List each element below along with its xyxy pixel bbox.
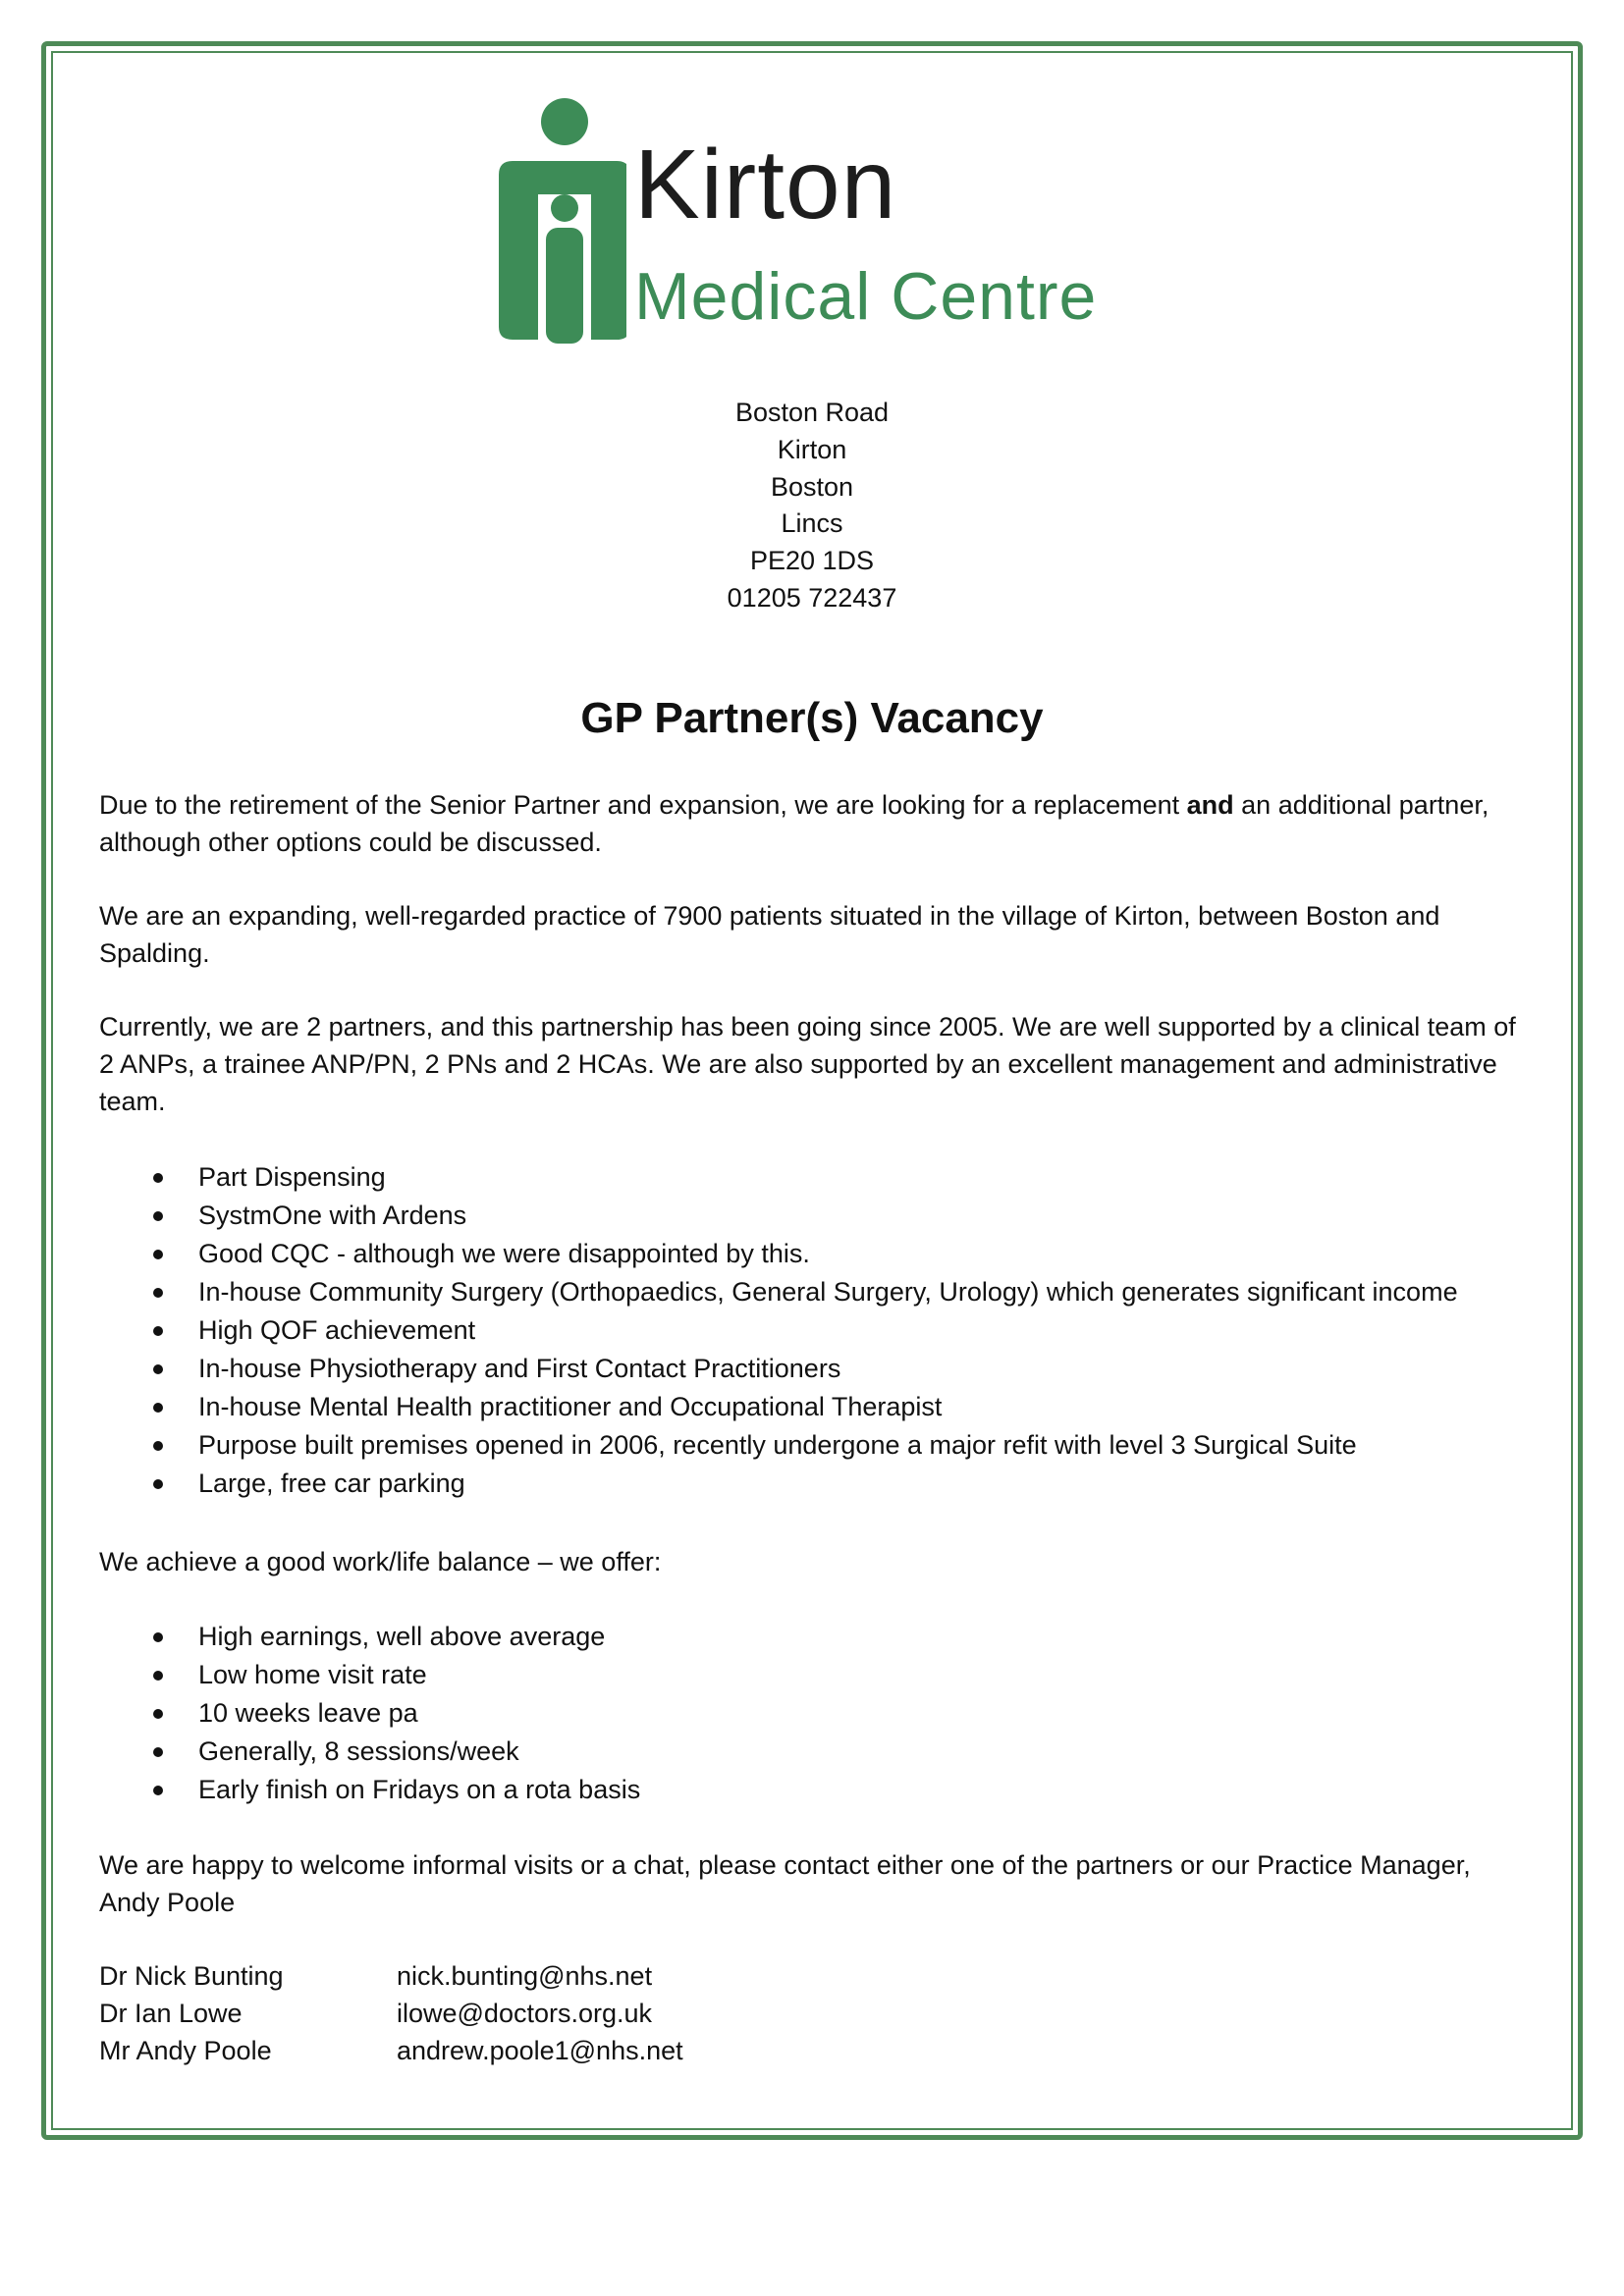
address-line: Kirton bbox=[777, 434, 847, 464]
bullet-icon bbox=[153, 1747, 163, 1757]
list-item bbox=[99, 1733, 1533, 1771]
contact-email[interactable]: nick.bunting@nhs.net bbox=[397, 1961, 653, 1991]
list-item-text: Purpose built premises opened in 2006, recently undergone a major refit with level 3 Surgical Suite bbox=[198, 1430, 1357, 1460]
phone-number: 01205 722437 bbox=[727, 582, 897, 613]
intro-text-end: an additional partner, although other options could be discussed. bbox=[99, 790, 1489, 857]
list-item bbox=[99, 1311, 1533, 1350]
list-item bbox=[99, 1235, 1533, 1273]
list-item bbox=[99, 1694, 1533, 1733]
list-item bbox=[99, 1618, 1533, 1656]
intro-text-start: Due to the retirement of the Senior Partner and expansion, we are looking for a replacement bbox=[99, 790, 1187, 820]
bullet-icon bbox=[153, 1173, 163, 1183]
address-line: Boston Road bbox=[734, 398, 890, 427]
contact-email[interactable]: ilowe@doctors.org.uk bbox=[397, 1998, 653, 2028]
bullet-icon bbox=[153, 1326, 163, 1336]
contact-name: Mr Andy Poole bbox=[99, 2035, 272, 2065]
bullet-icon bbox=[153, 1479, 163, 1489]
list-item bbox=[99, 1426, 1533, 1465]
list-item bbox=[99, 1158, 1533, 1197]
list-item-text: High QOF achievement bbox=[198, 1315, 476, 1345]
list-item-text: High earnings, well above average bbox=[198, 1622, 606, 1651]
intro-paragraph bbox=[99, 787, 1533, 862]
page-title: GP Partner(s) Vacancy bbox=[580, 694, 1044, 742]
bullet-icon bbox=[153, 1364, 163, 1374]
team-paragraph: Currently, we are 2 partners, and this partnership has been going since 2005. We are well supported by a clinical team of 2 ANPs, a trainee ANP/PN, 2 PNs and 2 HCAs. We are also supported by an excellent management and administrative team. bbox=[99, 1012, 1516, 1116]
list-item bbox=[99, 1350, 1533, 1388]
list-item-text: Low home visit rate bbox=[198, 1660, 427, 1689]
list-item bbox=[99, 1273, 1533, 1311]
address-line: Lincs bbox=[781, 508, 843, 539]
bullet-icon bbox=[153, 1709, 163, 1719]
list-item bbox=[99, 1656, 1533, 1694]
address-line: PE20 1DS bbox=[749, 546, 875, 576]
contact-name: Dr Ian Lowe bbox=[99, 1998, 243, 2028]
bullet-icon bbox=[153, 1250, 163, 1259]
address-line: Boston bbox=[770, 471, 854, 502]
practice-address bbox=[0, 395, 1624, 617]
bullet-icon bbox=[153, 1671, 163, 1681]
list-item-text: In-house Community Surgery (Orthopaedics, General Surgery, Urology) which generates significant income bbox=[198, 1277, 1458, 1307]
balance-intro: We achieve a good work/life balance – we offer: bbox=[99, 1547, 662, 1576]
intro-text-bold: and bbox=[1186, 790, 1234, 820]
list-item-text: Good CQC - although we were disappointed by this. bbox=[198, 1239, 810, 1268]
logo-text-kirton: Kirton bbox=[634, 130, 897, 240]
list-item-text: In-house Mental Health practitioner and Occupational Therapist bbox=[198, 1392, 943, 1421]
list-item bbox=[99, 1197, 1533, 1235]
practice-logo bbox=[489, 96, 1157, 347]
list-item bbox=[99, 1465, 1533, 1503]
list-item-text: In-house Physiotherapy and First Contact Practitioners bbox=[198, 1354, 841, 1383]
list-item-text: Generally, 8 sessions/week bbox=[198, 1736, 519, 1766]
features-list bbox=[99, 1158, 1533, 1503]
offers-list bbox=[99, 1618, 1533, 1809]
bullet-icon bbox=[153, 1632, 163, 1642]
contact-email[interactable]: andrew.poole1@nhs.net bbox=[397, 2035, 683, 2065]
bullet-icon bbox=[153, 1441, 163, 1451]
bullet-icon bbox=[153, 1211, 163, 1221]
contact-intro-paragraph: We are happy to welcome informal visits or a chat, please contact either one of the partners or our Practice Manager, Andy Poole bbox=[99, 1850, 1471, 1917]
list-item bbox=[99, 1388, 1533, 1426]
list-item bbox=[99, 1771, 1533, 1809]
bullet-icon bbox=[153, 1288, 163, 1298]
list-item-text: SystmOne with Ardens bbox=[198, 1201, 467, 1230]
logo-text-medical-centre: Medical Centre bbox=[634, 259, 1098, 334]
list-item-text: Early finish on Fridays on a rota basis bbox=[198, 1775, 641, 1804]
bullet-icon bbox=[153, 1403, 163, 1413]
people-figures-icon bbox=[489, 96, 626, 347]
practice-description-paragraph: We are an expanding, well-regarded practice of 7900 patients situated in the village of Kirton, between Boston and Spalding. bbox=[99, 901, 1440, 968]
list-item-text: Part Dispensing bbox=[198, 1162, 386, 1192]
list-item-text: Large, free car parking bbox=[198, 1468, 465, 1498]
list-item-text: 10 weeks leave pa bbox=[198, 1698, 418, 1728]
bullet-icon bbox=[153, 1786, 163, 1795]
contact-name: Dr Nick Bunting bbox=[99, 1961, 284, 1991]
